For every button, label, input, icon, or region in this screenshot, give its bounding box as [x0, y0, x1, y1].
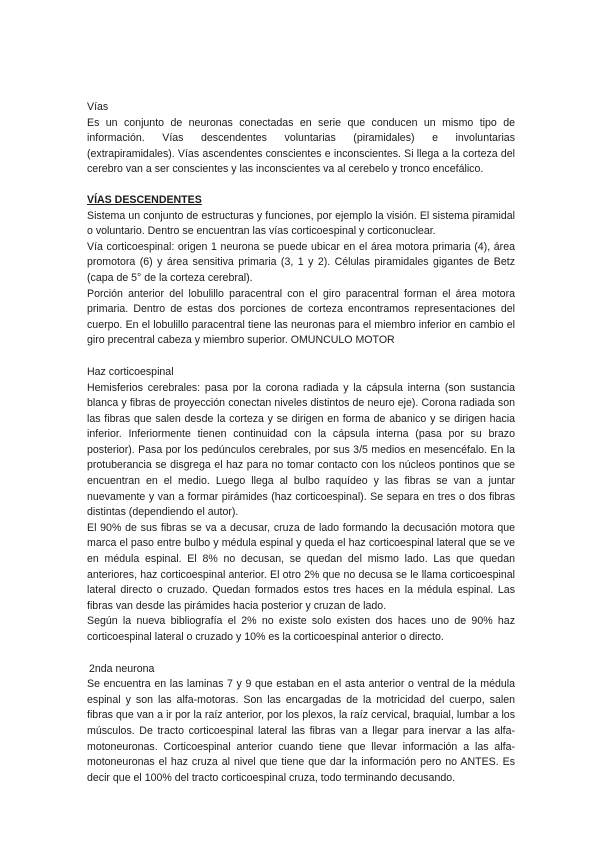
heading-vias: Vías	[87, 101, 109, 113]
paragraph-vias-descendentes-2: Vía corticoespinal: origen 1 neurona se puede ubicar en el área motora primaria (4), área promotora (6) y área sensitiva primaria (3, 1 y 2). Células piramidales gigantes de Betz (capa de 5° de la corteza cerebral).	[87, 240, 515, 284]
paragraph-vias-descendentes-1: Sistema un conjunto de estructuras y funciones, por ejemplo la visión. El sistema piramidal o voluntario. Dentro se encuentran las vías corticoespinal y corticonuclear.	[87, 209, 515, 238]
paragraph-vias-1: Es un conjunto de neuronas conectadas en serie que conducen un mismo tipo de información. Vías descendentes voluntarias (piramidales) e involuntarias (extrapiramidales). Vías ascendentes conscientes e inconscientes. Si llega a la corteza del cerebro van a ser conscientes y las inconscientes va al cerebelo y tronco encefálico.	[87, 116, 515, 176]
paragraph-haz-2: El 90% de sus fibras se va a decusar, cruza de lado formando la decusación motora que marca el paso entre bulbo y médula espinal y queda el haz corticoespinal lateral que se ve en médula espinal. El 8% no decusan, se quedan del mismo lado. Las que quedan anteriores, haz corticoespinal anterior. El otro 2% que no decusa se le llama corticoespinal lateral directo o cruzado. Quedan formados estos tres haces en la médula espinal. Las fibras van desde las pirámides hacia posterior y cruzan de lado.	[87, 521, 515, 612]
paragraph-segunda-neurona-1: Se encuentra en las laminas 7 y 9 que estaban en el asta anterior o ventral de la médula espinal y son las alfa-motoras. Son las encargadas de la motricidad del cuerpo, salen fibras que van a ir por la raíz anterior, por los plexos, la raíz cervical, braquial, lumbar a los músculos. De tracto corticoespinal lateral las fibras van a llegar para inervar a las alfa-motoneuronas. Corticoespinal anterior cuando tiene que llevar información a las alfa-motoneuronas el haz cruza al nivel que tiene que dar la información pero no ANTES. Es decir que el 100% del tracto corticoespinal cruza, todo terminando decusando.	[87, 678, 515, 784]
paragraph-haz-1: Hemisferios cerebrales: pasa por la corona radiada y la cápsula interna (son sustancia blanca y fibras de proyección conectan niveles distintos de neuro eje). Corona radiada son las fibras que salen desde la corteza y se dirigen en forma de abanico y se dirigen hacia inferior. Inferiormente tienen continuidad con la cápsula interna (pasa por su brazo posterior). Pasa por los pedúnculos cerebrales, por sus 3/5 medios en mesencéfalo. En la protuberancia se disgrega el haz para no tomar contacto con los núcleos pontinos que se encuentran en el medio. Luego llega al bulbo raquídeo y las fibras se van a juntar nuevamente y van a formar pirámides (haz corticoespinal). Se separa en tres o dos fibras distintas (dependiendo el autor).	[87, 381, 515, 519]
heading-segunda-neurona: 2nda neurona	[89, 662, 155, 675]
heading-vias-descendentes: VÍAS DESCENDENTES	[87, 193, 202, 206]
paragraph-haz-3: Según la nueva bibliografía el 2% no existe solo existen dos haces uno de 90% haz corticoespinal lateral o cruzado y 10% es la corticoespinal anterior o directo.	[87, 615, 515, 643]
document-page	[87, 100, 515, 786]
paragraph-vias-descendentes-3: Porción anterior del lobulillo paracentral con el giro paracentral forman el área motora primaria. Dentro de estas dos porciones de corteza encontramos representaciones del cuerpo. En el lobulillo paracentral tiene las neuronas para el miembro inferior en cambio el giro precentral cabeza y miembro superior. OMUNCULO MOTOR	[87, 287, 515, 347]
heading-haz-corticoespinal: Haz corticoespinal	[87, 365, 174, 378]
